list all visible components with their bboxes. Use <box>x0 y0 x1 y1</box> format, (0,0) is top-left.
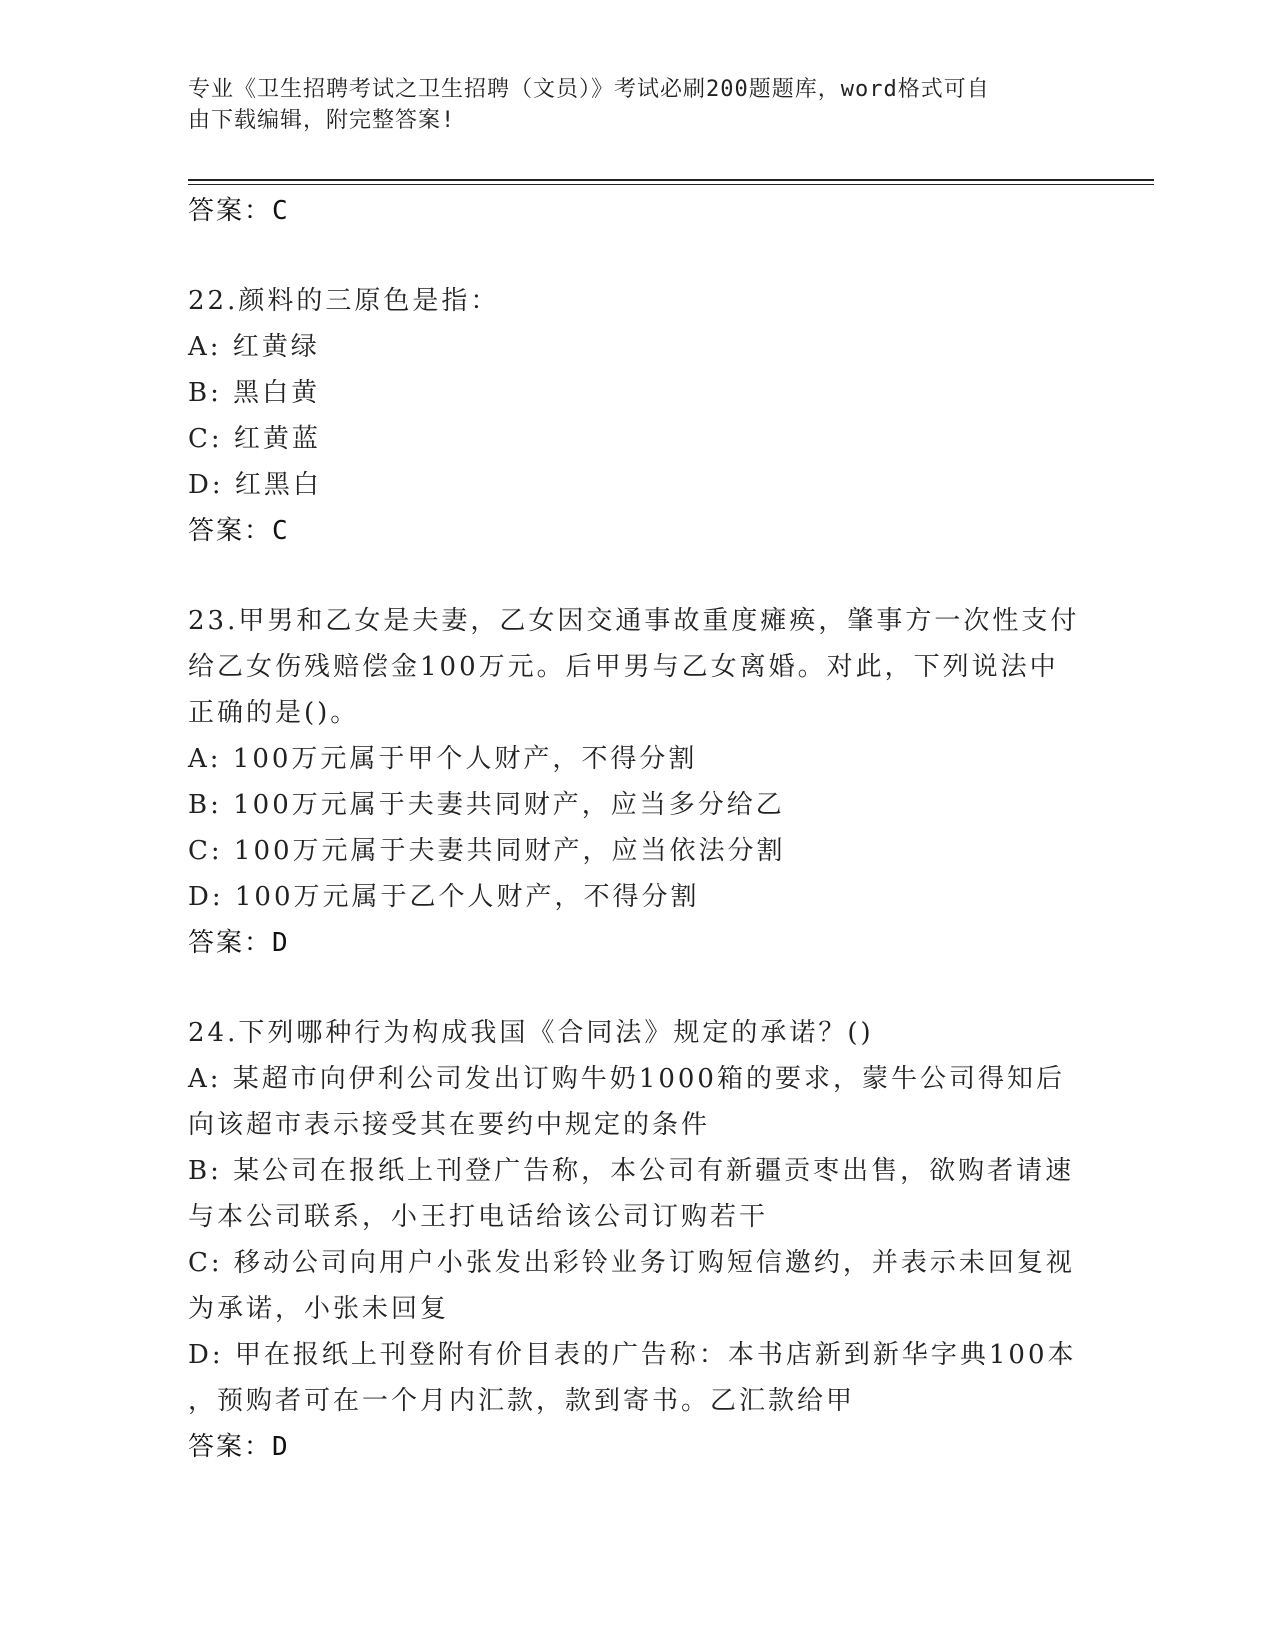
option-d-line-2: ，预购者可在一个月内汇款，款到寄书。乙汇款给甲 <box>188 1386 856 1416</box>
answer: 答案：C <box>188 516 290 546</box>
answer: 答案：D <box>188 1432 290 1462</box>
option-c-line-2: 为承诺，小张未回复 <box>188 1294 450 1324</box>
question-stem: 22.颜料的三原色是指： <box>188 286 500 316</box>
question-22 <box>188 278 1088 554</box>
spacer <box>188 554 1088 598</box>
option-b-line-2: 与本公司联系，小王打电话给该公司订购若干 <box>188 1202 769 1232</box>
question-content <box>188 188 1088 1470</box>
option-d-line-1: D: 甲在报纸上刊登附有价目表的广告称：本书店新到新华字典100本 <box>188 1340 1077 1370</box>
answer: 答案：D <box>188 928 290 958</box>
question-stem-line-3: 正确的是()。 <box>188 698 360 728</box>
page-header <box>188 74 1068 136</box>
option-a-line-1: A: 某超市向伊利公司发出订购牛奶1000箱的要求，蒙牛公司得知后 <box>188 1064 1065 1094</box>
option-a-line-2: 向该超市表示接受其在要约中规定的条件 <box>188 1110 711 1140</box>
question-24 <box>188 1010 1088 1470</box>
question-23 <box>188 598 1088 966</box>
spacer <box>188 234 1088 278</box>
option-b-line-1: B: 某公司在报纸上刊登广告称，本公司有新疆贡枣出售，欲购者请速 <box>188 1156 1075 1186</box>
option-a: A: 100万元属于甲个人财产，不得分割 <box>188 744 698 774</box>
option-a: A: 红黄绿 <box>188 332 320 362</box>
option-c: C: 100万元属于夫妻共同财产，应当依法分割 <box>188 836 786 866</box>
option-c-line-1: C: 移动公司向用户小张发出彩铃业务订购短信邀约，并表示未回复视 <box>188 1248 1075 1278</box>
header-rule-thin <box>188 184 1154 185</box>
header-rule-thick <box>188 179 1154 181</box>
option-b: B: 黑白黄 <box>188 378 321 408</box>
header-line-2: 由下载编辑，附完整答案! <box>188 108 456 133</box>
header-line-1: 专业《卫生招聘考试之卫生招聘（文员）》考试必刷200题题库，word格式可自 <box>188 77 990 102</box>
answer-previous: 答案：C <box>188 196 290 226</box>
option-c: C: 红黄蓝 <box>188 424 321 454</box>
question-stem-line-2: 给乙女伤残赔偿金100万元。后甲男与乙女离婚。对此，下列说法中 <box>188 652 1059 682</box>
option-d: D: 红黑白 <box>188 470 322 500</box>
option-b: B: 100万元属于夫妻共同财产，应当多分给乙 <box>188 790 785 820</box>
option-d: D: 100万元属于乙个人财产，不得分割 <box>188 882 700 912</box>
question-stem-line-1: 23.甲男和乙女是夫妻，乙女因交通事故重度瘫痪，肇事方一次性支付 <box>188 606 1080 636</box>
question-stem: 24.下列哪种行为构成我国《合同法》规定的承诺？() <box>188 1018 874 1048</box>
spacer <box>188 966 1088 1010</box>
